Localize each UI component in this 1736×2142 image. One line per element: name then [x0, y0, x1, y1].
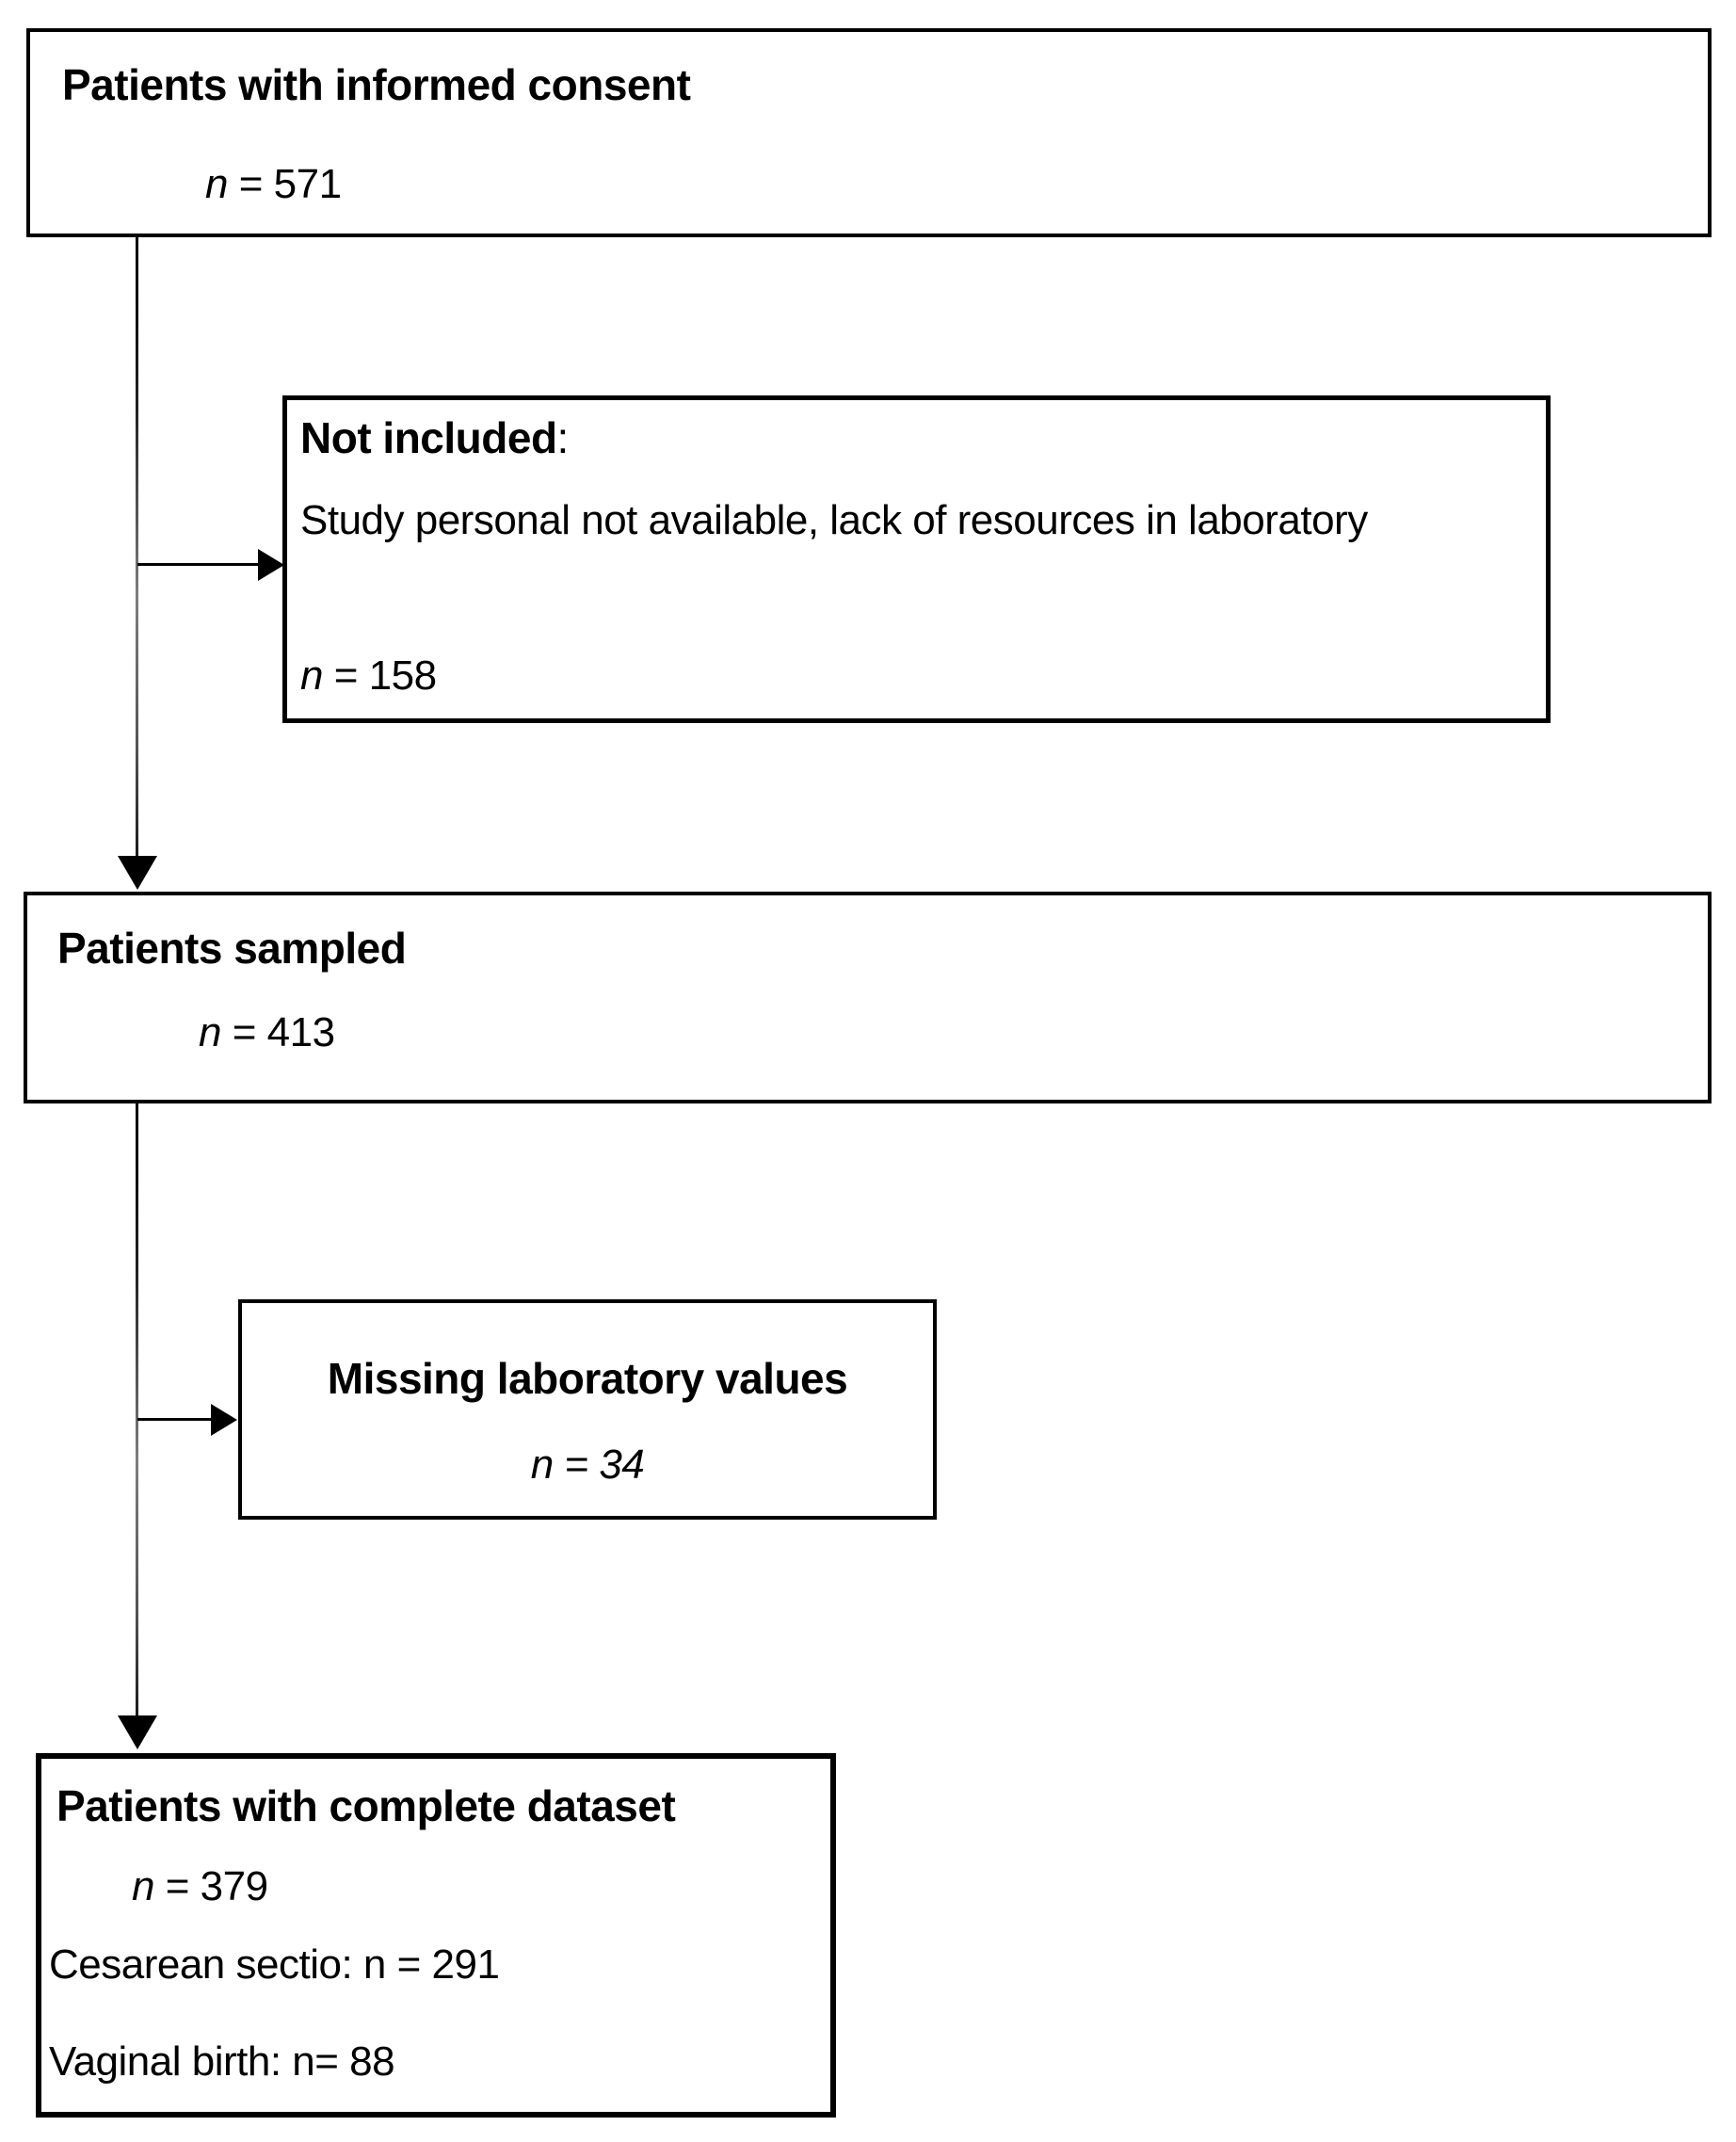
arrow-line-branch-not-included	[137, 563, 260, 566]
box-title: Patients with complete dataset	[56, 1781, 676, 1830]
box-complete-dataset	[36, 1753, 836, 2118]
arrowhead-down-to-sampled	[118, 856, 157, 890]
n-variable: n	[300, 652, 323, 699]
box-title-text: Not included	[300, 413, 557, 462]
box-missing-laboratory-values	[238, 1299, 937, 1520]
sample-size	[205, 159, 1708, 209]
arrowhead-right-to-not-included	[258, 549, 284, 581]
box-title: Missing laboratory values	[327, 1354, 848, 1403]
box-patients-sampled	[24, 892, 1712, 1103]
n-value: = 571	[227, 161, 342, 207]
box-title-colon: :	[556, 413, 569, 462]
vaginal-birth-count: Vaginal birth: n= 88	[49, 2038, 395, 2085]
arrowhead-down-to-complete	[118, 1715, 157, 1749]
n-value: = 158	[322, 652, 437, 699]
arrowhead-right-to-missing-values	[211, 1404, 237, 1436]
exclusion-reason: Study personal not available, lack of resources in laboratory	[300, 497, 1368, 543]
cesarean-section-count: Cesarean sectio: n = 291	[49, 1941, 500, 1988]
box-title: Patients with informed consent	[62, 60, 691, 109]
n-variable: n	[132, 1863, 154, 1909]
box-not-included	[282, 395, 1551, 723]
box-title: Patients sampled	[57, 924, 407, 973]
arrow-line-branch-missing-values	[137, 1418, 213, 1421]
n-value: = 34	[553, 1441, 645, 1488]
n-value: = 379	[153, 1863, 268, 1909]
n-variable: n	[530, 1441, 554, 1488]
sample-size	[242, 1440, 933, 1490]
box-title	[300, 413, 1546, 463]
arrow-line-consent-to-sampled	[136, 237, 138, 857]
box-informed-consent	[26, 28, 1712, 237]
sample-size	[132, 1861, 830, 1911]
sample-size	[199, 1007, 1708, 1057]
n-variable: n	[199, 1009, 221, 1055]
n-variable: n	[205, 161, 228, 207]
n-value: = 413	[220, 1009, 335, 1055]
arrow-line-sampled-to-complete	[136, 1103, 138, 1717]
sample-size	[300, 651, 1546, 701]
